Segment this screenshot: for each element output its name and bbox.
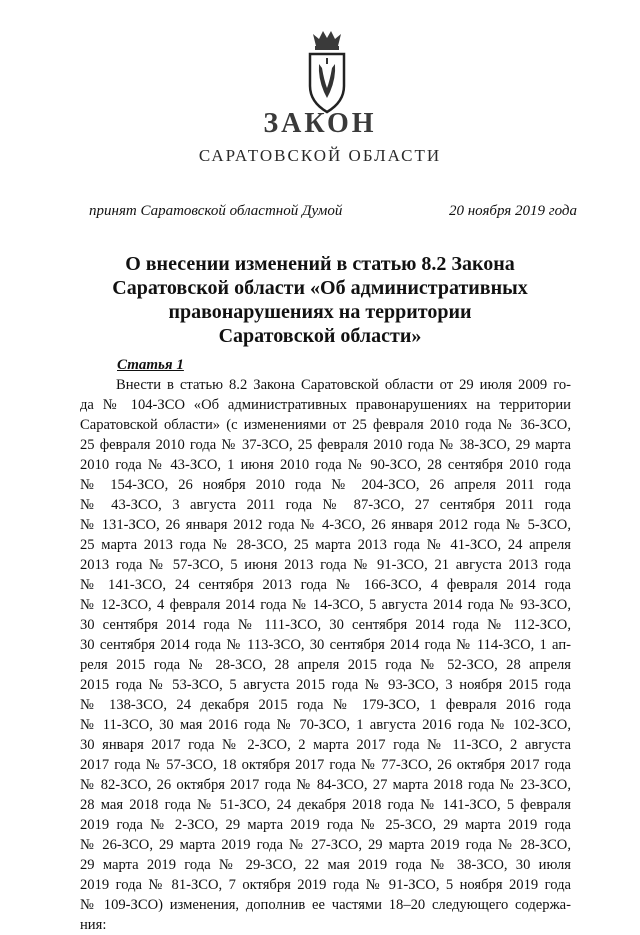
body-line: 2019 года № 81-ЗСО, 7 октября 2019 года № 91-ЗСО, 5 ноября 2019 года [80, 877, 571, 893]
body-line: 30 сентября 2014 года № 113-ЗСО, 30 сентября 2014 года № 114-ЗСО, 1 ап- [80, 637, 571, 653]
region-title: САРАТОВСКОЙ ОБЛАСТИ [198, 146, 442, 165]
body-line: 25 февраля 2010 года № 37-ЗСО, 25 февраля 2010 года № 38-ЗСО, 29 марта [80, 437, 571, 453]
adopted-date: 20 ноября 2019 года [448, 203, 577, 219]
body-line: № 131-ЗСО, 26 января 2012 года № 4-ЗСО, 26 января 2012 года № 5-ЗСО, [80, 517, 571, 533]
body-line: реля 2015 года № 28-ЗСО, 28 апреля 2015 года № 52-ЗСО, 28 апреля [80, 657, 571, 673]
body-line: № 154-ЗСО, 26 ноября 2010 года № 204-ЗСО, 26 апреля 2011 года [80, 477, 571, 493]
body-line: 30 сентября 2014 года № 111-ЗСО, 30 сентября 2014 года № 112-ЗСО, [80, 617, 571, 633]
heading-line: правонарушениях на территории [168, 301, 472, 323]
body-line: 2015 года № 53-ЗСО, 5 августа 2015 года № 93-ЗСО, 3 ноября 2015 года [80, 677, 571, 693]
heading-line: Саратовской области «Об административных [112, 277, 528, 299]
law-title: ЗАКОН [263, 108, 377, 139]
body-line: № 26-ЗСО, 29 марта 2019 года № 27-ЗСО, 29 марта 2019 года № 28-ЗСО, [80, 837, 571, 853]
body-line: № 141-ЗСО, 24 сентября 2013 года № 166-ЗСО, 4 февраля 2014 года [80, 577, 571, 593]
adopted-by-text: принят Саратовской областной Думой [89, 203, 343, 219]
article-label: Статья 1 [117, 357, 184, 373]
body-line: 2017 года № 57-ЗСО, 18 октября 2017 года № 77-ЗСО, 26 октября 2017 года [80, 757, 571, 773]
body-line: № 43-ЗСО, 3 августа 2011 года № 87-ЗСО, 27 сентября 2011 года [80, 497, 571, 513]
heading-line: Саратовской области» [218, 325, 422, 347]
coat-of-arms-emblem [302, 28, 352, 120]
body-line: № 11-ЗСО, 30 мая 2016 года № 70-ЗСО, 1 августа 2016 года № 102-ЗСО, [80, 717, 571, 733]
document-heading [80, 252, 560, 348]
body-line: № 138-ЗСО, 24 декабря 2015 года № 179-ЗСО, 1 февраля 2016 года [80, 697, 571, 713]
body-line: 30 января 2017 года № 2-ЗСО, 2 марта 2017 года № 11-ЗСО, 2 августа [80, 737, 571, 753]
body-line: 29 марта 2019 года № 29-ЗСО, 22 мая 2019 года № 38-ЗСО, 30 июля [80, 857, 571, 873]
body-line: Саратовской области» (с изменениями от 25 февраля 2010 года № 36-ЗСО, [80, 417, 571, 433]
body-line: 2013 года № 57-ЗСО, 5 июня 2013 года № 91-ЗСО, 21 августа 2013 года [80, 557, 571, 573]
body-line: ния: [80, 917, 107, 933]
body-line: 25 марта 2013 года № 28-ЗСО, 25 марта 2013 года № 41-ЗСО, 24 апреля [80, 537, 571, 553]
body-line: Внести в статью 8.2 Закона Саратовской области от 29 июля 2009 го- [116, 377, 571, 393]
body-line: № 82-ЗСО, 26 октября 2017 года № 84-ЗСО, 27 марта 2018 года № 23-ЗСО, [80, 777, 571, 793]
body-line: 2019 года № 2-ЗСО, 29 марта 2019 года № 25-ЗСО, 29 марта 2019 года [80, 817, 571, 833]
heading-line: О внесении изменений в статью 8.2 Закона [125, 253, 515, 275]
body-line: № 109-ЗСО) изменения, дополнив ее частями 18–20 следующего содержа- [80, 897, 571, 913]
body-line: да № 104-ЗСО «Об административных правонарушениях на территории [80, 397, 571, 413]
article-body [80, 375, 571, 935]
body-line: № 12-ЗСО, 4 февраля 2014 года № 14-ЗСО, 5 августа 2014 года № 93-ЗСО, [80, 597, 571, 613]
body-line: 28 мая 2018 года № 51-ЗСО, 24 декабря 2018 года № 141-ЗСО, 5 февраля [80, 797, 571, 813]
body-line: 2010 года № 43-ЗСО, 1 июня 2010 года № 90-ЗСО, 28 сентября 2010 года [80, 457, 571, 473]
